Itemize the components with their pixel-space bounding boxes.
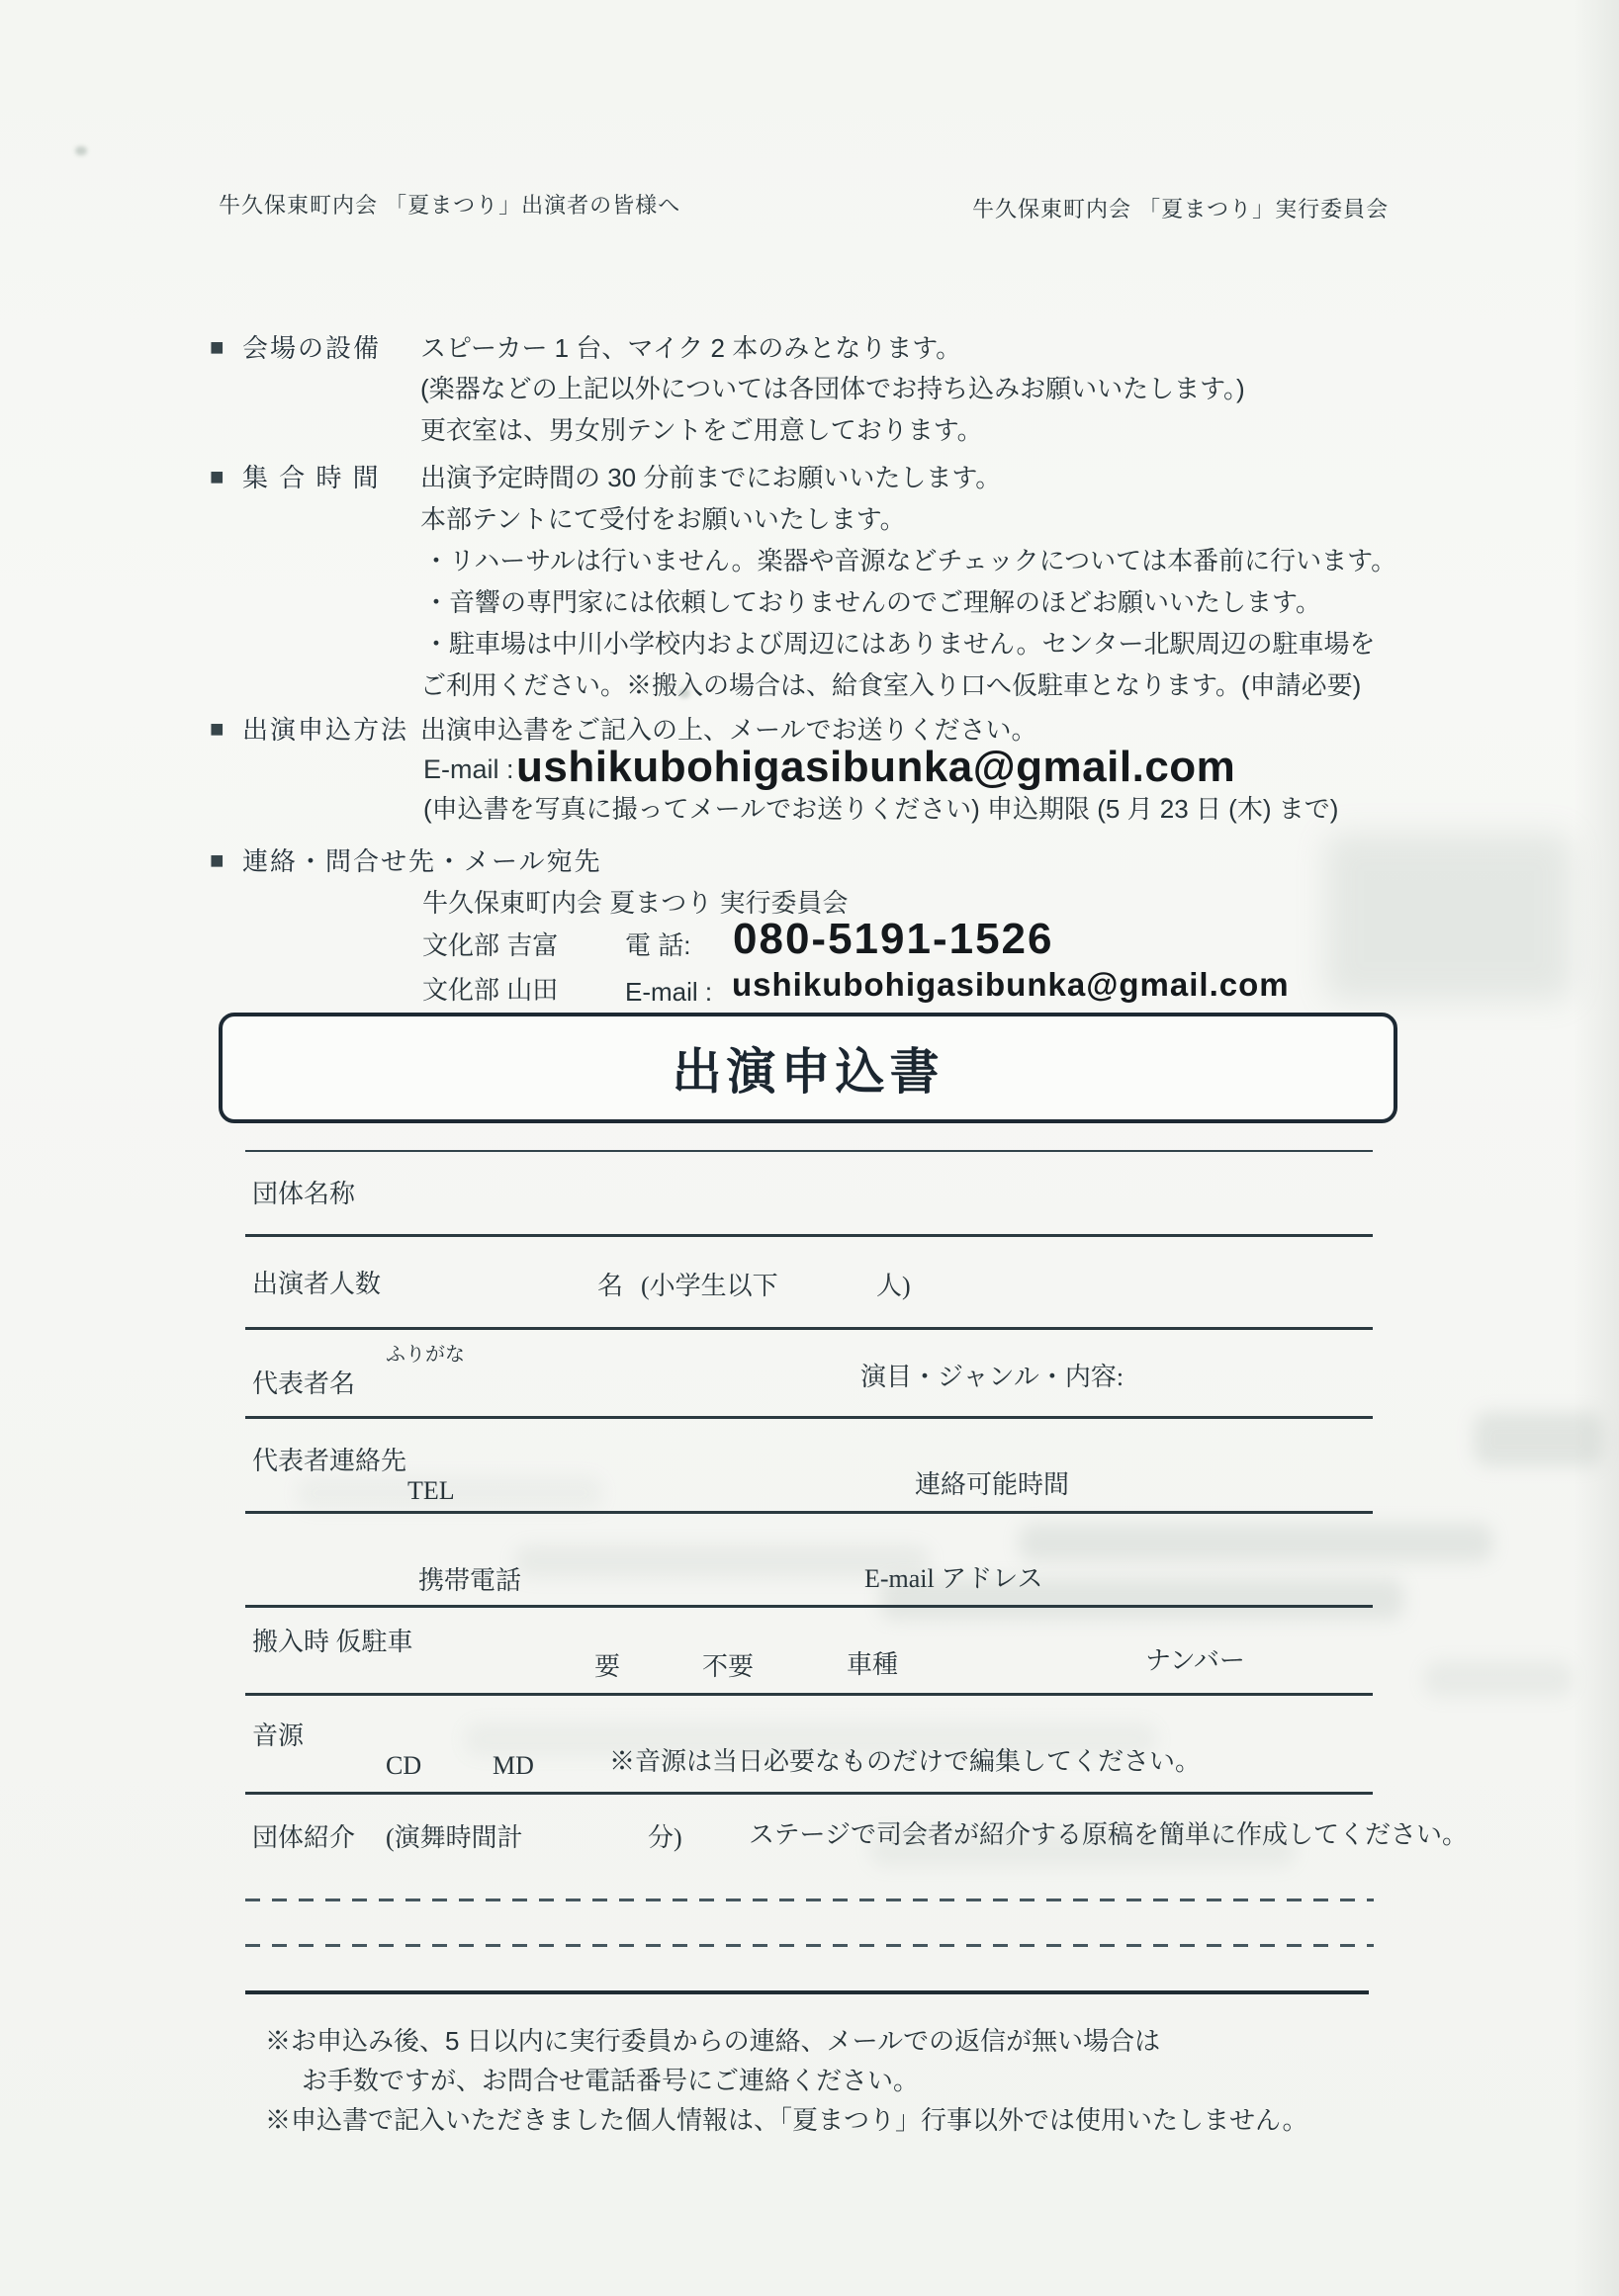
form-bottom-rule	[245, 1990, 1369, 1994]
form-dashed-rule	[245, 1899, 1374, 1901]
contact-phone-number: 080-5191-1526	[733, 915, 1054, 963]
section-title-meeting: 集 合 時 間	[242, 463, 381, 492]
intro-paren: (演舞時間計	[386, 1823, 523, 1852]
sound-option-cd: CD	[386, 1751, 422, 1780]
square-bullet-icon: ■	[210, 847, 225, 874]
intro-note: ステージで司会者が紹介する原稿を簡単に作成してください。	[749, 1820, 1468, 1849]
form-rule	[245, 1416, 1373, 1419]
contact-phone-label: 電 話:	[625, 930, 691, 960]
form-rule	[245, 1792, 1373, 1795]
form-rule	[245, 1605, 1373, 1608]
field-label-rep-contact: 代表者連絡先	[252, 1447, 407, 1475]
contact-email-label: E-mail :	[625, 977, 713, 1007]
bleed-through-artifact	[1325, 833, 1573, 1001]
parking-option-required: 要	[594, 1652, 621, 1681]
apply-email-label: E-mail :	[423, 754, 514, 784]
footer-note-cont: お手数ですが、お問合せ電話番号にご連絡ください。	[302, 2066, 920, 2095]
performers-close: 人)	[876, 1272, 911, 1300]
footer-note: ※お申込み後、5 日以内に実行委員からの連絡、メールでの返信が無い場合は	[265, 2026, 1161, 2056]
form-title: 出演申込書	[672, 1044, 944, 1100]
venue-line: スピーカー 1 台、マイク 2 本のみとなります。	[420, 333, 962, 363]
intro-minutes: 分)	[648, 1823, 682, 1852]
performers-paren: (小学生以下	[641, 1272, 778, 1300]
header-right: 牛久保東町内会 「夏まつり」実行委員会	[972, 197, 1390, 221]
field-label-car-type: 車種	[847, 1650, 899, 1679]
section-title-apply: 出演申込方法	[242, 715, 409, 745]
field-label-sound: 音源	[252, 1722, 305, 1750]
field-label-tel: TEL	[407, 1476, 455, 1505]
square-bullet-icon: ■	[210, 716, 225, 743]
performers-unit: 名	[597, 1272, 624, 1300]
form-rule	[245, 1234, 1373, 1237]
field-label-email-address: E-mail アドレス	[864, 1564, 1043, 1593]
form-rule	[245, 1693, 1373, 1696]
meeting-line: 本部テントにて受付をお願いいたします。	[420, 504, 906, 534]
meeting-bullet-cont: ご利用ください。※搬入の場合は、給食室入り口へ仮駐車となります。(申請必要)	[420, 670, 1362, 700]
venue-line: (楽器などの上記以外については各団体でお持ち込みお願いいたします。)	[420, 374, 1245, 403]
form-title-box	[219, 1013, 1397, 1123]
bleed-through-artifact	[75, 146, 87, 155]
contact-person-2: 文化部 山田	[422, 975, 559, 1005]
field-label-program: 演目・ジャンル・内容:	[860, 1363, 1124, 1391]
field-label-representative: 代表者名	[252, 1369, 356, 1398]
contact-person-1: 文化部 吉富	[422, 930, 559, 960]
field-label-available-time: 連絡可能時間	[915, 1470, 1070, 1499]
header-left: 牛久保東町内会 「夏まつり」出演者の皆様へ	[219, 193, 681, 218]
form-rule	[245, 1511, 1373, 1514]
field-label-parking: 搬入時 仮駐車	[252, 1628, 413, 1656]
sound-option-md: MD	[493, 1751, 534, 1780]
apply-deadline-note: (申込書を写真に撮ってメールでお送りください) 申込期限 (5 月 23 日 (木) まで)	[423, 794, 1339, 824]
field-label-intro: 団体紹介	[252, 1823, 356, 1852]
footer-note: ※申込書で記入いただきました個人情報は、「夏まつり」行事以外では使用いたしません。	[265, 2105, 1308, 2135]
field-label-car-number: ナンバー	[1145, 1646, 1245, 1675]
meeting-bullet: ・リハーサルは行いません。楽器や音源などチェックについては本番前に行います。	[423, 546, 1397, 575]
field-label-group-name: 団体名称	[252, 1180, 356, 1208]
scan-edge-shadow	[1574, 0, 1619, 2296]
bleed-through-artifact	[1019, 1523, 1493, 1562]
section-title-contact: 連絡・問合せ先・メール宛先	[242, 846, 602, 876]
form-rule	[245, 1327, 1373, 1330]
sound-note: ※音源は当日必要なものだけで編集してください。	[609, 1747, 1202, 1776]
square-bullet-icon: ■	[210, 464, 225, 490]
form-rule	[245, 1150, 1373, 1152]
field-label-mobile: 携帯電話	[418, 1566, 522, 1595]
meeting-bullet: ・駐車場は中川小学校内および周辺にはありません。センター北駅周辺の駐車場を	[423, 629, 1376, 659]
square-bullet-icon: ■	[210, 334, 225, 361]
contact-email-address: ushikubohigasibunka@gmail.com	[732, 966, 1290, 1003]
parking-option-not-required: 不要	[702, 1652, 755, 1681]
bleed-through-artifact	[1424, 1661, 1573, 1697]
furigana-label: ふりがな	[386, 1344, 465, 1366]
field-label-performers: 出演者人数	[252, 1270, 382, 1298]
contact-organization: 牛久保東町内会 夏まつり 実行委員会	[422, 888, 849, 918]
meeting-line: 出演予定時間の 30 分前までにお願いいたします。	[420, 463, 1002, 492]
meeting-bullet: ・音響の専門家には依頼しておりませんのでご理解のほどお願いいたします。	[423, 587, 1321, 617]
section-title-venue: 会場の設備	[242, 333, 382, 363]
venue-line: 更衣室は、男女別テントをご用意しております。	[420, 415, 983, 445]
apply-email-address: ushikubohigasibunka@gmail.com	[516, 743, 1236, 791]
apply-instruction: 出演申込書をご記入の上、メールでお送りください。	[420, 715, 1037, 745]
form-dashed-rule	[245, 1944, 1374, 1947]
